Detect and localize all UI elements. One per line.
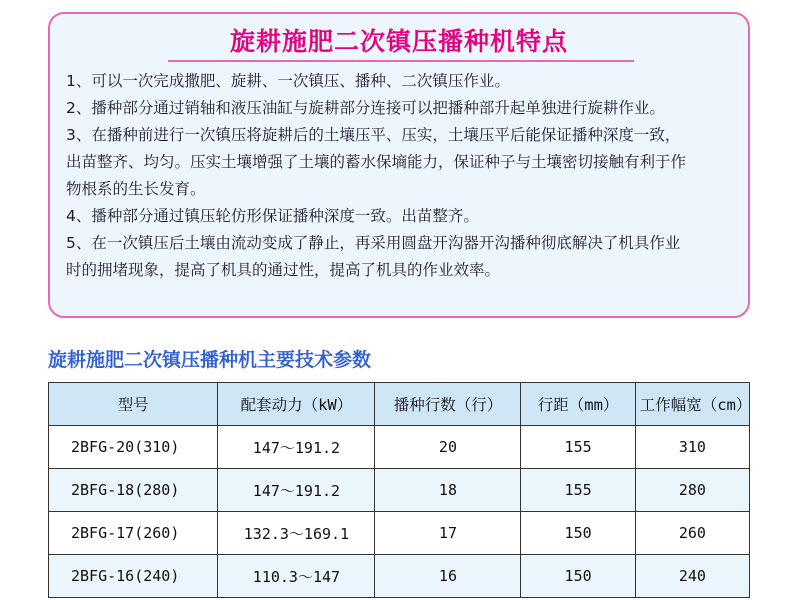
cell-row-spacing: 155 (521, 426, 635, 469)
column-header-row-spacing: 行距（mm） (521, 383, 635, 426)
cell-model: 2BFG-18(280) (49, 469, 218, 512)
title-underline-divider (168, 60, 634, 62)
table-row (49, 426, 750, 469)
table-row (49, 555, 750, 598)
table-header-row (49, 383, 750, 426)
table-row (49, 469, 750, 512)
feature-line: 时的拥堵现象，提高了机具的通过性，提高了机具的作业效率。 (66, 261, 501, 279)
feature-line: 3、在播种前进行一次镇压将旋耕后的土壤压平、压实，土壤压平后能保证播种深度一致， (66, 126, 681, 144)
cell-rows: 20 (375, 426, 521, 469)
feature-line: 出苗整齐、均匀。压实土壤增强了土壤的蓄水保墒能力，保证种子与土壤密切接触有利于作 (66, 153, 687, 171)
feature-box (48, 12, 750, 318)
cell-power: 147～191.2 (218, 469, 375, 512)
cell-working-width: 260 (635, 512, 749, 555)
cell-power: 132.3～169.1 (218, 512, 375, 555)
feature-box-title: 旋耕施肥二次镇压播种机特点 (229, 27, 568, 56)
cell-row-spacing: 150 (521, 512, 635, 555)
cell-working-width: 240 (635, 555, 749, 598)
cell-row-spacing: 150 (521, 555, 635, 598)
cell-power: 110.3～147 (218, 555, 375, 598)
column-header-rows: 播种行数（行） (375, 383, 521, 426)
spec-table (48, 382, 750, 598)
column-header-working-width: 工作幅宽（cm） (635, 383, 749, 426)
cell-model: 2BFG-16(240) (49, 555, 218, 598)
cell-model: 2BFG-17(260) (49, 512, 218, 555)
cell-working-width: 310 (635, 426, 749, 469)
table-row (49, 512, 750, 555)
spec-section-heading: 旋耕施肥二次镇压播种机主要技术参数 (48, 349, 372, 371)
cell-power: 147～191.2 (218, 426, 375, 469)
column-header-model: 型号 (49, 383, 218, 426)
spec-table-body (49, 426, 750, 598)
column-header-power: 配套动力（kW） (218, 383, 375, 426)
cell-row-spacing: 155 (521, 469, 635, 512)
feature-line: 物根系的生长发育。 (66, 180, 206, 198)
feature-line: 1、可以一次完成撒肥、旋耕、一次镇压、播种、二次镇压作业。 (66, 72, 510, 90)
feature-line: 2、播种部分通过销轴和液压油缸与旋耕部分连接可以把播种部升起单独进行旋耕作业。 (66, 99, 665, 117)
feature-line: 4、播种部分通过镇压轮仿形保证播种深度一致。出苗整齐。 (66, 207, 479, 225)
cell-rows: 18 (375, 469, 521, 512)
cell-rows: 16 (375, 555, 521, 598)
cell-rows: 17 (375, 512, 521, 555)
feature-list (66, 68, 736, 284)
cell-working-width: 280 (635, 469, 749, 512)
cell-model: 2BFG-20(310) (49, 426, 218, 469)
feature-line: 5、在一次镇压后土壤由流动变成了静止，再采用圆盘开沟器开沟播种彻底解决了机具作业 (66, 234, 681, 252)
spec-table-head (49, 383, 750, 426)
